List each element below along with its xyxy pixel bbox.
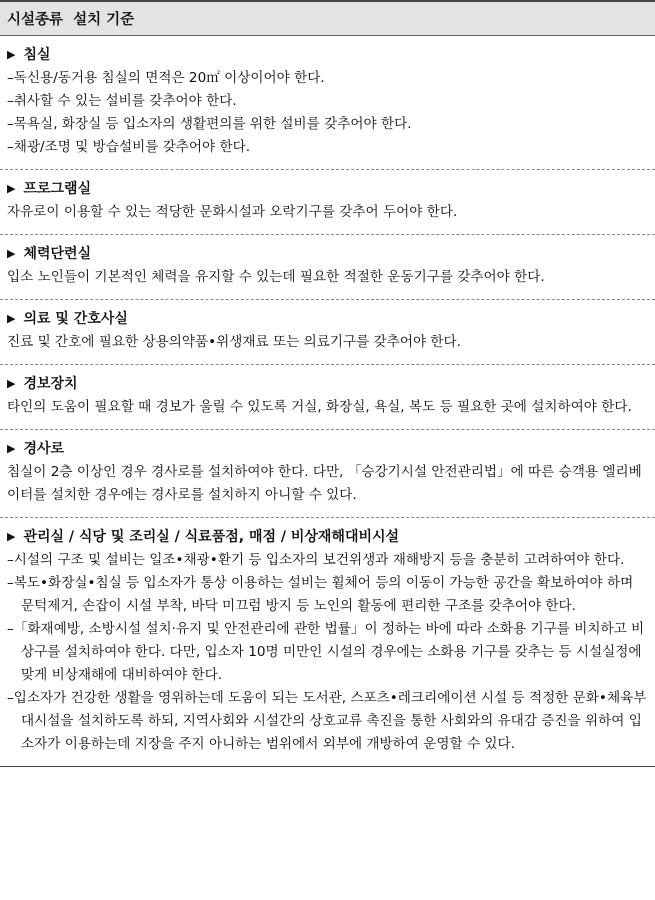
- list-item: –「화재예방, 소방시설 설치·유지 및 안전관리에 관한 법률」이 정하는 바에 따라 소화용 기구를 비치하고 비상구를 설치하여야 한다. 다만, 입소자 10명 미만인 시설의 경우에는 소화용 기구를 갖추는 등 시설실정에 맞게 비상재해에 대비하여야 한다.: [7, 621, 645, 683]
- list-item: –입소자가 건강한 생활을 영위하는데 도움이 되는 도서관, 스포츠•레크리에이션 시설 등 적정한 문화•체육부대시설을 설치하도록 하되, 지역사회와 시설간의 상호교류 촉진을 통한 사회와의 유대감 증진을 위하여 입소자가 이용하는데 지장을 주지 아니하는 범위에서 외부에 개방하여 운영할 수 있다.: [7, 690, 647, 752]
- section: [0, 430, 655, 518]
- triangle-bullet-icon: ▶: [7, 377, 16, 390]
- section-text: 타인의 도움이 필요할 때 경보가 울릴 수 있도록 거실, 화장실, 욕실, 복도 등 필요한 곳에 설치하여야 한다.: [7, 399, 632, 415]
- section-text: 침실이 2층 이상인 경우 경사로를 설치하여야 한다. 다만, 「승강기시설 안전관리법」에 따른 승객용 엘리베이터를 설치한 경우에는 경사로를 설치하지 아니할 수 있다.: [7, 464, 642, 503]
- section: [0, 170, 655, 235]
- section-title-text: 프로그램실: [23, 181, 92, 197]
- section: [0, 518, 655, 766]
- list-item: –복도•화장실•침실 등 입소자가 통상 이용하는 설비는 휠체어 등의 이동이 가능한 공간을 확보하여야 하며 문턱제거, 손잡이 시설 부착, 바닥 미끄럼 방지 등 노인의 활동에 편리한 구조를 갖추어야 한다.: [7, 575, 634, 614]
- section-title-text: 체력단련실: [23, 246, 92, 262]
- section-title-text: 경사로: [23, 441, 65, 457]
- table-header: 시설종류 설치 기준: [0, 2, 655, 36]
- list-item: –목욕실, 화장실 등 입소자의 생활편의를 위한 설비를 갖추어야 한다.: [7, 116, 412, 132]
- triangle-bullet-icon: ▶: [7, 530, 16, 543]
- section-title-text: 경보장치: [23, 376, 78, 392]
- list-item: –채광/조명 및 방습설비를 갖추어야 한다.: [7, 139, 251, 155]
- list-item: –독신용/동거용 침실의 면적은 20㎡ 이상이어야 한다.: [7, 70, 325, 86]
- list-item: –시설의 구조 및 설비는 일조•채광•환기 등 입소자의 보건위생과 재해방지 등을 충분히 고려하여야 한다.: [7, 552, 625, 568]
- section-title-text: 의료 및 간호사실: [23, 311, 128, 327]
- section-text: 자유로이 이용할 수 있는 적당한 문화시설과 오락기구를 갖추어 두어야 한다.: [7, 204, 458, 220]
- section: [0, 365, 655, 430]
- triangle-bullet-icon: ▶: [7, 312, 16, 325]
- section-text: 진료 및 간호에 필요한 상용의약품•위생재료 또는 의료기구를 갖추어야 한다.: [7, 334, 461, 350]
- list-item: –취사할 수 있는 설비를 갖추어야 한다.: [7, 93, 237, 109]
- triangle-bullet-icon: ▶: [7, 182, 16, 195]
- section: [0, 235, 655, 300]
- sections-container: [0, 36, 655, 766]
- triangle-bullet-icon: ▶: [7, 247, 16, 260]
- section-title: [7, 243, 648, 266]
- section-title-text: 침실: [23, 47, 51, 63]
- section-title: [7, 44, 648, 67]
- section-title: [7, 438, 648, 461]
- triangle-bullet-icon: ▶: [7, 442, 16, 455]
- section-title: [7, 526, 648, 549]
- section: [0, 36, 655, 170]
- section-title-text: 관리실 / 식당 및 조리실 / 식료품점, 매점 / 비상재해대비시설: [23, 529, 400, 545]
- triangle-bullet-icon: ▶: [7, 48, 16, 61]
- section-title: [7, 308, 648, 331]
- section-title: [7, 373, 648, 396]
- section: [0, 300, 655, 365]
- section-title: [7, 178, 648, 201]
- section-text: 입소 노인들이 기본적인 체력을 유지할 수 있는데 필요한 적절한 운동기구를 갖추어야 한다.: [7, 269, 545, 285]
